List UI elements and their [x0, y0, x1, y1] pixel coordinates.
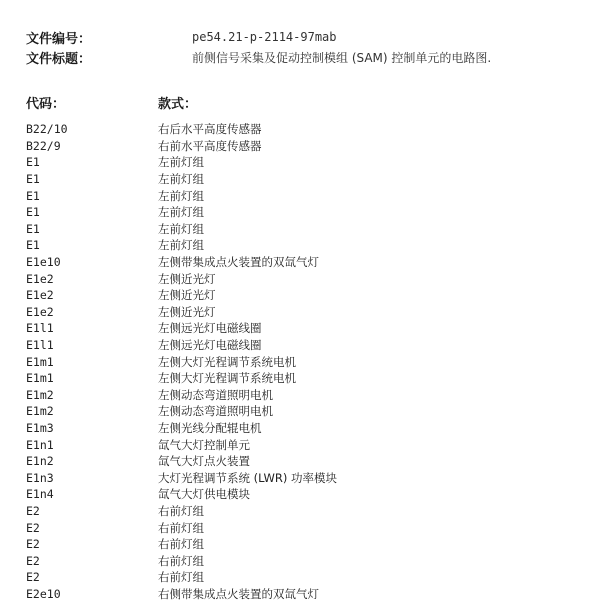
table-row — [26, 237, 337, 254]
table-row — [26, 254, 337, 271]
description-column-header: 款式： — [158, 96, 198, 112]
component-code: E1n4 — [26, 487, 54, 502]
component-description: 右后水平高度传感器 — [158, 122, 262, 137]
component-code: E2 — [26, 553, 40, 568]
component-description: 右前灯组 — [158, 503, 204, 518]
component-description: 氙气大灯控制单元 — [158, 437, 250, 452]
component-description: 左侧带集成点火装置的双氙气灯 — [158, 255, 319, 270]
component-description: 大灯光程调节系统 (LWR) 功率模块 — [158, 470, 337, 485]
table-row — [26, 138, 337, 155]
doc-title-row — [26, 48, 491, 66]
component-description: 左侧大灯光程调节系统电机 — [158, 371, 296, 386]
component-code: E1n2 — [26, 454, 54, 469]
component-code: E2e10 — [26, 586, 61, 601]
table-row — [26, 403, 337, 420]
table-row — [26, 353, 337, 370]
component-code: E2 — [26, 537, 40, 552]
component-code: E1e2 — [26, 271, 54, 286]
component-description: 右侧带集成点火装置的双氙气灯 — [158, 586, 319, 601]
table-row — [26, 586, 337, 603]
component-description: 左侧近光灯 — [158, 271, 216, 286]
table-row — [26, 552, 337, 569]
doc-number-value: pe54.21-p-2114-97mab — [192, 30, 337, 44]
component-description: 右前水平高度传感器 — [158, 138, 262, 153]
component-description: 右前灯组 — [158, 537, 204, 552]
component-code: E1m3 — [26, 420, 54, 435]
component-code: E2 — [26, 570, 40, 585]
component-code: E1 — [26, 205, 40, 220]
table-row — [26, 387, 337, 404]
component-description: 左前灯组 — [158, 188, 204, 203]
component-code: E1l1 — [26, 338, 54, 353]
component-code: E1 — [26, 188, 40, 203]
component-description: 左侧大灯光程调节系统电机 — [158, 354, 296, 369]
component-description: 左侧动态弯道照明电机 — [158, 387, 273, 402]
component-description: 氙气大灯供电模块 — [158, 487, 250, 502]
table-row — [26, 519, 337, 536]
table-row — [26, 370, 337, 387]
component-description: 氙气大灯点火装置 — [158, 454, 250, 469]
table-row — [26, 337, 337, 354]
doc-title-label: 文件标题： — [26, 51, 92, 67]
component-description: 左侧远光灯电磁线圈 — [158, 338, 262, 353]
component-code: E2 — [26, 503, 40, 518]
component-code: E1e2 — [26, 288, 54, 303]
component-code: E1 — [26, 238, 40, 253]
component-code: E1m1 — [26, 354, 54, 369]
component-code: E1m2 — [26, 387, 54, 402]
code-column-header: 代码： — [26, 96, 66, 112]
component-description: 左前灯组 — [158, 172, 204, 187]
component-code: E1m1 — [26, 371, 54, 386]
component-list — [26, 121, 337, 602]
table-header — [26, 93, 197, 111]
component-description: 左侧近光灯 — [158, 304, 216, 319]
table-row — [26, 121, 337, 138]
table-row — [26, 486, 337, 503]
component-description: 左侧动态弯道照明电机 — [158, 404, 273, 419]
table-row — [26, 171, 337, 188]
component-description: 右前灯组 — [158, 520, 204, 535]
table-row — [26, 469, 337, 486]
component-description: 右前灯组 — [158, 553, 204, 568]
component-code: E1 — [26, 155, 40, 170]
component-code: E2 — [26, 520, 40, 535]
table-row — [26, 154, 337, 171]
component-description: 左侧远光灯电磁线圈 — [158, 321, 262, 336]
component-description: 左前灯组 — [158, 238, 204, 253]
component-code: E1 — [26, 172, 40, 187]
table-row — [26, 503, 337, 520]
component-code: E1l1 — [26, 321, 54, 336]
table-row — [26, 204, 337, 221]
component-code: E1n3 — [26, 470, 54, 485]
component-description: 左前灯组 — [158, 221, 204, 236]
component-description: 左前灯组 — [158, 155, 204, 170]
component-description: 左侧光线分配辊电机 — [158, 420, 262, 435]
table-row — [26, 304, 337, 321]
component-code: E1e10 — [26, 255, 61, 270]
table-row — [26, 221, 337, 238]
doc-title-value: 前侧信号采集及促动控制模组 (SAM) 控制单元的电路图. — [192, 50, 492, 65]
doc-number-row — [26, 28, 337, 46]
component-description: 左侧近光灯 — [158, 288, 216, 303]
table-row — [26, 320, 337, 337]
component-code: E1n1 — [26, 437, 54, 452]
component-description: 右前灯组 — [158, 570, 204, 585]
component-code: B22/9 — [26, 138, 61, 153]
table-row — [26, 536, 337, 553]
table-row — [26, 270, 337, 287]
table-row — [26, 569, 337, 586]
table-row — [26, 436, 337, 453]
table-row — [26, 287, 337, 304]
component-description: 左前灯组 — [158, 205, 204, 220]
doc-number-label: 文件编号： — [26, 31, 92, 47]
table-row — [26, 453, 337, 470]
table-row — [26, 420, 337, 437]
component-code: E1e2 — [26, 304, 54, 319]
component-code: E1 — [26, 221, 40, 236]
component-code: B22/10 — [26, 122, 68, 137]
component-code: E1m2 — [26, 404, 54, 419]
table-row — [26, 187, 337, 204]
